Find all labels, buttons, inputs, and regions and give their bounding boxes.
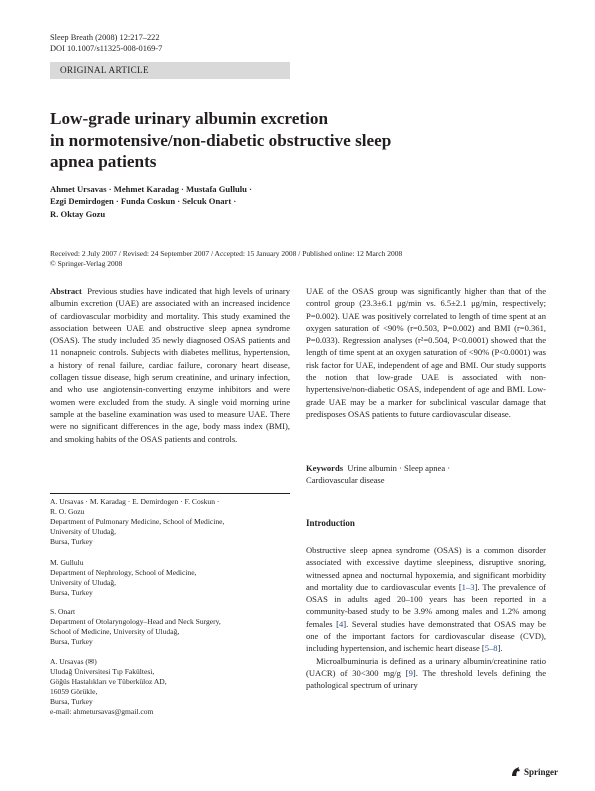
keywords [306,462,546,487]
copyright: © Springer-Verlag 2008 [50,259,123,268]
affiliation-block [50,558,290,598]
keywords-label: Keywords [306,463,344,473]
citation-link[interactable]: 1–3 [461,581,475,592]
title-line: apnea patients [50,152,157,171]
keywords-line: Urine albumin · Sleep apnea · [347,463,451,473]
affiliation-line: Department of Nephrology, School of Medicine, [50,568,197,577]
article-type-label: ORIGINAL ARTICLE [60,65,149,75]
affiliation-line: Göğüs Hastalıkları ve Tüberküloz AD, [50,677,167,686]
article-history [50,249,550,269]
title-line: in normotensive/non-diabetic obstructive sleep [50,130,392,150]
paragraph: Microalbuminuria is defined as a urinary albumin/creatinine ratio (UACR) of 30<300 mg/g [9]. The threshold levels defining the pathological spectrum of urinary [306,655,547,691]
affiliation-line: University of Uludağ, [50,527,117,536]
affiliation-block [50,607,290,647]
author-line: Ezgi Demirdogen · Funda Coskun · Selcuk Onart · [50,196,237,207]
affiliation-block [50,497,290,547]
keywords-line: Cardiovascular disease [306,475,385,486]
author-line: Ahmet Ursavas · Mehmet Karadag · Mustafa Gullulu · [50,184,252,194]
abstract-label: Abstract [50,286,82,296]
citation-link[interactable]: 5–8 [484,643,498,654]
abstract-continued: UAE of the OSAS group was significantly higher than that of the control group (23.3±6.1 μg/min vs. 6.5±2.1 μg/min, respectively; P=0.002). UAE was positively correlated to length of time spent at an oxygen saturation of <90% (r=0.503, P=0.002) and BMI (r=0.361, P=0.033). Regression analyses (r²=0.504, P<0.0001) showed that the length of time spent at an oxygen saturation of <90% (P<0.0001) was risk factor for UAE, independent of age and BMI. Our study supports the notion that low-grade UAE is associated with non-hypertensive/non-diabetic OSAS, independent of age and BMI. Low-grade UAE may be a marker for subclinical vascular damage that predisposes OSAS patients to future cardiovascular disease. [306,286,546,419]
affiliation-line: Bursa, Turkey [50,588,93,597]
title-line: Low-grade urinary albumin excretion [50,109,329,128]
affiliation-block [50,657,290,717]
history-dates: Received: 2 July 2007 / Revised: 24 September 2007 / Accepted: 15 January 2008 / Published online: 12 March 2008 [50,249,403,258]
affiliation-line: 16059 Görükle, [50,687,98,696]
affiliation-line: Bursa, Turkey [50,697,93,706]
affiliation-line: Uludağ Üniversitesi Tıp Fakültesi, [50,667,155,676]
paragraph: Obstructive sleep apnea syndrome (OSAS) is a common disorder associated with excessive daytime sleepiness, disruptive snoring, witnessed apnea and nocturnal hypoxemia, and significant morbidity and mortality due to cardiovascular events [1–3]. The prevalence of OSAS in adults aged 20–100 years has been reported in a community-based study to be 3.9% among males and 1.2% among females [4]. Several studies have demonstrated that OSAS may be one of the important factors for cardiovascular disease (CVD), including hypertension, and ischemic heart disease [5–8]. [306,545,546,654]
affiliation-line: Department of Pulmonary Medicine, School of Medicine, [50,517,225,526]
citation-link[interactable]: 4 [339,618,344,629]
author-line: R. Oktay Gozu [50,208,106,219]
affiliation-line: School of Medicine, University of Uludağ, [50,627,180,636]
publisher-name: Springer [524,767,559,777]
affiliation-line: M. Gullulu [50,558,84,567]
abstract-right [306,285,546,420]
affiliation-line: A. Ursavas · M. Karadag · E. Demirdogen · F. Coskun · [50,497,220,506]
affiliation-line: Bursa, Turkey [50,637,93,646]
affiliation-line: S. Onart [50,607,76,616]
introduction-body [306,544,546,692]
affiliation-line: Department of Otolaryngology–Head and Neck Surgery, [50,617,221,626]
affiliation-line: Bursa, Turkey [50,537,93,546]
email-link[interactable]: e-mail: ahmetursavas@gmail.com [50,707,154,716]
affiliation-line: R. O. Gozu [50,507,85,516]
abstract-left [50,285,290,445]
article-title [50,108,490,173]
citation-link[interactable]: 9 [408,667,413,678]
section-heading: Introduction [306,518,355,528]
abstract-text: Previous studies have indicated that high levels of urinary albumin excretion (UAE) are associated with an increased incidence of cardiovascular morbidity and mortality. This study examined the association between UAE and obstructive sleep apnea syndrome (OSAS). The study included 35 newly diagnosed OSAS patients and 11 nonapneic controls. Subjects with diabetes mellitus, hypertension, a history of renal failure, cardiac failure, coronary heart disease, collagen tissue disease, high serum creatinine, and urinary infection, and who use angiotensin-converting enzyme inhibitors and were women were excluded from the study. A single void morning urine sample at the baseline examination was used to measure UAE. There were no significant differences in the age, body mass index (BMI), and smoking habits of the OSAS patients and controls. [50,286,290,444]
affiliation-line: A. Ursavas (✉) [50,657,97,666]
journal-citation: Sleep Breath (2008) 12:217–222 [50,33,160,42]
publisher-logo [510,766,558,778]
affiliation-divider [50,493,290,494]
springer-horse-icon [510,766,522,778]
affiliation-line: University of Uludağ, [50,578,117,587]
author-list [50,183,350,220]
article-type-banner [50,62,290,79]
doi[interactable]: DOI 10.1007/s11325-008-0169-7 [50,44,163,53]
